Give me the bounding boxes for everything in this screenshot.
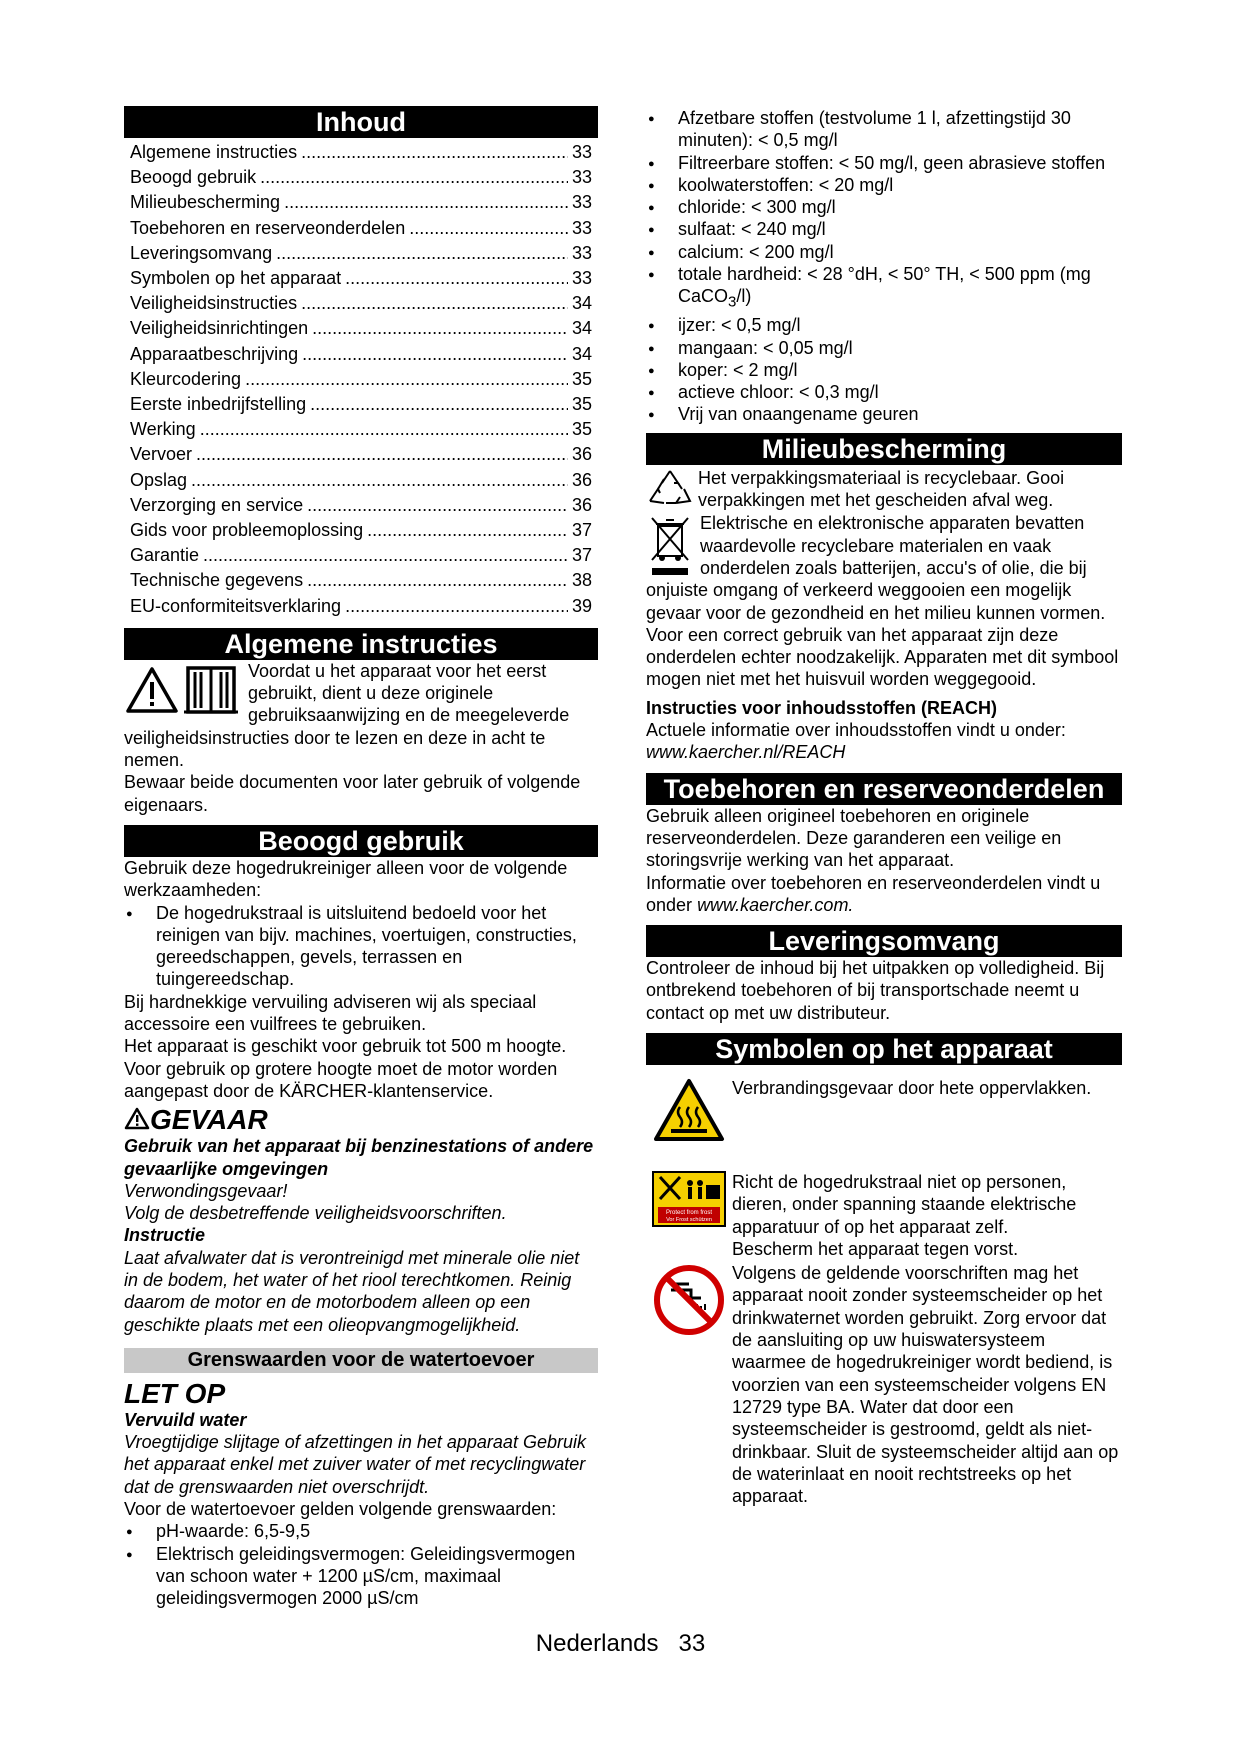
toc-entry-label: Gids voor probleemoplossing bbox=[130, 520, 364, 541]
toc-leader-dots bbox=[203, 543, 568, 568]
toc-entry-page: 33 bbox=[571, 142, 592, 162]
table-of-contents bbox=[124, 138, 598, 619]
toc-entry-page: 39 bbox=[571, 595, 592, 616]
caution-text: Vroegtijdige slijtage of afzettingen in het apparaat Gebruik het apparaat enkel met zuiver water of met recyclingwater dat de grenswaarden niet overschrijdt. bbox=[124, 1432, 586, 1497]
toc-leader-dots bbox=[301, 291, 568, 316]
accessories-p2-text: Informatie over toebehoren en reserveonderdelen vindt u onder bbox=[646, 872, 1101, 915]
toc-entry[interactable] bbox=[130, 165, 592, 190]
toc-entry[interactable] bbox=[130, 568, 592, 593]
toc-leader-dots bbox=[307, 493, 568, 518]
danger-risk: Verwondingsgevaar! bbox=[124, 1180, 288, 1201]
toc-entry[interactable] bbox=[130, 417, 592, 442]
toc-entry-page: 37 bbox=[571, 520, 592, 541]
recycle-icon bbox=[646, 467, 694, 511]
symbol-jet-text: Richt de hogedrukstraal niet op personen, dieren, onder spanning staande elektrische apparatuur of op het apparaat zelf. bbox=[732, 1171, 1077, 1237]
toc-entry-page: 34 bbox=[571, 343, 592, 364]
left-column bbox=[124, 106, 598, 1610]
toc-entry-label: Vervoer bbox=[130, 444, 193, 465]
accessories-p2 bbox=[646, 872, 1122, 917]
crossed-bin-icon bbox=[648, 514, 692, 576]
instruction-text: Laat afvalwater dat is verontreinigd met minerale olie niet in de bodem, het water of het riool terechtkomen. Reinig daarom de motor en de motorbodem alleen op een geschikte plaats met een olieopvangmogelijkheid. bbox=[124, 1247, 580, 1335]
list-item: ● actieve chloor: < 0,3 mg/l bbox=[646, 381, 1122, 403]
toc-leader-dots bbox=[302, 342, 568, 367]
toc-entry-label: Garantie bbox=[130, 545, 200, 566]
list-item: ● chloride: < 300 mg/l bbox=[646, 196, 1122, 218]
toc-leader-dots bbox=[245, 367, 568, 392]
toc-entry-page: 37 bbox=[571, 545, 592, 566]
list-item: ● koolwaterstoffen: < 20 mg/l bbox=[646, 174, 1122, 196]
toc-entry-label: Eerste inbedrijfstelling bbox=[130, 394, 307, 415]
toc-entry-label: Veiligheidsinrichtingen bbox=[130, 318, 309, 339]
weee-content: Elektrische en elektronische apparaten bevatten waardevolle recyclebare materialen en vaak onderdelen zoals batterijen, accu's of olie, die bij onjuiste omgang of verkeerd weggooien een mogelijk gevaar voor de gezondheid en het milieu kunnen vormen. Voor een correct gebruik van het apparaat zijn deze onderdelen echter noodzakelijk. Apparaten met dit symbool mogen niet met het huisvuil worden weggegooid. bbox=[646, 513, 1119, 690]
frost-label-text: Protect from frost bbox=[665, 1209, 713, 1216]
symbol-hot-text: Verbrandingsgevaar door hete oppervlakken. bbox=[732, 1077, 1092, 1098]
toc-entry[interactable] bbox=[130, 367, 592, 392]
toc-entry[interactable] bbox=[130, 543, 592, 568]
list-item: ● De hogedrukstraal is uitsluitend bedoeld voor het reinigen van bijv. machines, voertuigen, constructies, gereedschappen, gevels, terrassen en tuingereedschap. bbox=[124, 902, 598, 991]
scope-text: Controleer de inhoud bij het uitpakken op volledigheid. Bij ontbrekend toebehoren of bij transportschade neemt u contact op met uw distributeur. bbox=[646, 958, 1105, 1023]
symbol-hot-icon-wrap bbox=[646, 1077, 732, 1143]
recycle-text: Het verpakkingsmateriaal is recyclebaar. Gooi verpakkingen met het gescheiden afval weg. bbox=[698, 467, 1065, 511]
intended-heading: Beoogd gebruik bbox=[124, 825, 598, 857]
accessories-heading: Toebehoren en reserveonderdelen bbox=[646, 773, 1122, 805]
symbol-jet-icon-wrap bbox=[646, 1171, 732, 1227]
weee-text bbox=[646, 512, 1122, 690]
toc-heading: Inhoud bbox=[124, 106, 598, 138]
toc-entry[interactable] bbox=[130, 518, 592, 543]
toc-leader-dots bbox=[191, 468, 568, 493]
toc-entry[interactable] bbox=[130, 266, 592, 291]
toc-entry-label: Technische gegevens bbox=[130, 570, 304, 591]
toc-entry-page: 33 bbox=[571, 268, 592, 289]
hardness-unit: /l) bbox=[736, 286, 752, 307]
toc-entry-page: 35 bbox=[571, 368, 592, 389]
reach-title: Instructies voor inhoudsstoffen (REACH) bbox=[646, 697, 998, 718]
toc-leader-dots bbox=[345, 594, 568, 619]
toc-entry-page: 36 bbox=[571, 469, 592, 490]
toc-leader-dots bbox=[200, 417, 568, 442]
symbol-separator-text: Volgens de geldende voorschriften mag het apparaat nooit zonder systeemscheider op het drinkwaternet worden gebruikt. Zorg ervoor dat de aansluiting op uw huiswatersysteem waarmee de hogedrukreiniger wordt bediend, is voorzien van een systeemscheider volgens EN 12729 type BA. Water dat door een systeemscheider is gestroomd, geldt als niet-drinkbaar. Sluit de systeemscheider altijd aan op de waterinlaat en nooit rechtstreeks op het apparaat. bbox=[732, 1263, 1119, 1507]
general-intro: Voordat u het apparaat voor het eerst gebruikt, dient u deze originele gebruiksaanwijzing en de meegeleverde veiligheidsinstructies door te lezen en deze in acht te nemen. bbox=[124, 660, 570, 771]
toc-entry[interactable] bbox=[130, 291, 592, 316]
recycle-block bbox=[646, 467, 1122, 512]
list-item: ● Afzetbare stoffen (testvolume 1 l, afzettingstijd 30 minuten): < 0,5 mg/l bbox=[646, 107, 1122, 152]
toc-entry[interactable] bbox=[130, 342, 592, 367]
symbol-jet-row bbox=[646, 1171, 1122, 1260]
toc-entry-label: Symbolen op het apparaat bbox=[130, 268, 342, 289]
toc-entry-label: Opslag bbox=[130, 469, 188, 490]
toc-entry-label: Apparaatbeschrijving bbox=[130, 343, 299, 364]
symbols-heading: Symbolen op het apparaat bbox=[646, 1033, 1122, 1065]
danger-label-text: GEVAAR bbox=[150, 1104, 268, 1136]
toc-entry-page: 35 bbox=[571, 419, 592, 440]
general-heading: Algemene instructies bbox=[124, 628, 598, 660]
toc-entry-page: 33 bbox=[571, 242, 592, 263]
no-drinking-water-icon bbox=[653, 1264, 725, 1336]
toc-leader-dots bbox=[409, 216, 568, 241]
danger-title: Gebruik van het apparaat bij benzinestations of andere gevaarlijke omgevingen bbox=[124, 1136, 594, 1179]
toc-leader-dots bbox=[312, 316, 568, 341]
symbol-hot-row bbox=[646, 1077, 1122, 1143]
caution-label: LET OP bbox=[124, 1377, 226, 1409]
footer-language: Nederlands bbox=[535, 1630, 659, 1657]
symbol-jet-texts bbox=[732, 1171, 1122, 1260]
toc-leader-dots bbox=[284, 190, 568, 215]
warning-triangle-icon bbox=[126, 666, 178, 714]
list-item: ● Elektrisch geleidingsvermogen: Geleidingsvermogen van schoon water + 1200 µS/cm, maximaal geleidingsvermogen 2000 µS/cm bbox=[124, 1543, 598, 1610]
toc-entry-label: Verzorging en service bbox=[130, 494, 304, 515]
no-jet-frost-icon bbox=[652, 1171, 726, 1227]
limits-heading: Grenswaarden voor de watertoevoer bbox=[124, 1348, 598, 1373]
toc-entry[interactable] bbox=[130, 493, 592, 518]
toc-leader-dots bbox=[310, 392, 568, 417]
toc-entry[interactable] bbox=[130, 190, 592, 215]
toc-entry-label: Kleurcodering bbox=[130, 368, 242, 389]
env-heading: Milieubescherming bbox=[646, 433, 1122, 465]
toc-entry-page: 33 bbox=[571, 167, 592, 188]
toc-leader-dots bbox=[301, 140, 568, 165]
toc-entry-page: 34 bbox=[571, 293, 592, 314]
toc-entry-label: Toebehoren en reserveonderdelen bbox=[130, 217, 406, 238]
symbol-separator-row bbox=[646, 1262, 1122, 1507]
hardness-text: totale hardheid: < 28 °dH, < 50° TH, < 500 ppm (mg CaCO bbox=[678, 264, 1091, 307]
toc-entry[interactable] bbox=[130, 140, 592, 165]
danger-label bbox=[124, 1105, 598, 1135]
symbol-separator-icon-wrap bbox=[646, 1262, 732, 1336]
toc-entry-label: Milieubescherming bbox=[130, 192, 281, 213]
hot-surface-icon bbox=[653, 1077, 725, 1143]
toc-entry-page: 33 bbox=[571, 192, 592, 213]
toc-entry-page: 35 bbox=[571, 394, 592, 415]
danger-triangle-icon bbox=[124, 1107, 150, 1130]
toc-entry-page: 36 bbox=[571, 444, 592, 465]
toc-leader-dots bbox=[276, 241, 568, 266]
intended-list bbox=[124, 902, 598, 991]
toc-entry[interactable] bbox=[130, 442, 592, 467]
warning-and-manual-icons bbox=[126, 666, 240, 714]
toc-entry[interactable] bbox=[130, 594, 592, 619]
intended-p2: Het apparaat is geschikt voor gebruik tot 500 m hoogte. Voor gebruik op grotere hoogte moet de motor worden aangepast door de KÄRCHER-klantenservice. bbox=[124, 1036, 567, 1101]
list-item: ● mangaan: < 0,05 mg/l bbox=[646, 337, 1122, 359]
toc-entry-label: Werking bbox=[130, 419, 196, 440]
toc-entry-label: Beoogd gebruik bbox=[130, 167, 257, 188]
list-item-hardness bbox=[646, 263, 1122, 314]
list-item: ● ijzer: < 0,5 mg/l bbox=[646, 314, 1122, 336]
scope-heading: Leveringsomvang bbox=[646, 925, 1122, 957]
accessories-link[interactable]: www.kaercher.com. bbox=[697, 894, 854, 915]
manual-book-icon bbox=[182, 666, 240, 714]
intended-p1: Bij hardnekkige vervuiling adviseren wij als speciaal accessoire een vuilfrees te gebruiken. bbox=[124, 991, 537, 1035]
limits-right-list bbox=[646, 107, 1122, 426]
hardness-subscript: 3 bbox=[728, 293, 737, 311]
list-item: ● koper: < 2 mg/l bbox=[646, 359, 1122, 381]
toc-entry[interactable] bbox=[130, 241, 592, 266]
accessories-p1: Gebruik alleen origineel toebehoren en originele reserveonderdelen. Deze garanderen een veilige en storingsvrije werking van het apparaat. bbox=[646, 805, 1062, 871]
list-item: ● pH-waarde: 6,5-9,5 bbox=[124, 1520, 598, 1542]
toc-entry[interactable] bbox=[130, 392, 592, 417]
right-column bbox=[646, 107, 1122, 1507]
danger-text: Volg de desbetreffende veiligheidsvoorschriften. bbox=[124, 1203, 507, 1224]
general-intro-block bbox=[124, 660, 598, 771]
toc-entry[interactable] bbox=[130, 216, 592, 241]
list-item: ● Vrij van onaangename geuren bbox=[646, 403, 1122, 425]
intended-intro: Gebruik deze hogedrukreiniger alleen voor de volgende werkzaamheden: bbox=[124, 857, 568, 901]
general-keep: Bewaar beide documenten voor later gebruik of volgende eigenaars. bbox=[124, 772, 581, 815]
list-item: ● sulfaat: < 240 mg/l bbox=[646, 218, 1122, 240]
footer-page-number: 33 bbox=[678, 1630, 706, 1657]
reach-text: Actuele informatie over inhoudsstoffen vindt u onder: bbox=[646, 720, 1066, 741]
toc-entry-page: 33 bbox=[571, 217, 592, 238]
list-item: ● Filtreerbare stoffen: < 50 mg/l, geen abrasieve stoffen bbox=[646, 152, 1122, 174]
toc-entry-label: EU-conformiteitsverklaring bbox=[130, 595, 342, 616]
toc-leader-dots bbox=[367, 518, 568, 543]
toc-entry-label: Leveringsomvang bbox=[130, 242, 273, 263]
toc-leader-dots bbox=[345, 266, 568, 291]
toc-entry-page: 38 bbox=[571, 570, 592, 591]
weee-block bbox=[646, 512, 1122, 690]
caution-title: Vervuild water bbox=[124, 1409, 247, 1430]
toc-leader-dots bbox=[196, 442, 568, 467]
toc-entry-label: Veiligheidsinstructies bbox=[130, 293, 298, 314]
toc-entry-page: 36 bbox=[571, 494, 592, 515]
toc-entry[interactable] bbox=[130, 468, 592, 493]
toc-leader-dots bbox=[260, 165, 568, 190]
instruction-title: Instructie bbox=[124, 1225, 206, 1246]
list-item: ● calcium: < 200 mg/l bbox=[646, 241, 1122, 263]
frost-label-de-text: Vor Frost schützen bbox=[666, 1216, 712, 1223]
toc-entry-label: Algemene instructies bbox=[130, 142, 298, 162]
limits-intro: Voor de watertoevoer gelden volgende grenswaarden: bbox=[124, 1499, 557, 1520]
symbol-frost-text: Bescherm het apparaat tegen vorst. bbox=[732, 1238, 1019, 1259]
limits-left-list bbox=[124, 1520, 598, 1609]
toc-entry-page: 34 bbox=[571, 318, 592, 339]
page-footer bbox=[0, 1630, 1241, 1658]
toc-leader-dots bbox=[307, 568, 568, 593]
toc-entry[interactable] bbox=[130, 316, 592, 341]
reach-link[interactable]: www.kaercher.nl/REACH bbox=[646, 742, 846, 763]
